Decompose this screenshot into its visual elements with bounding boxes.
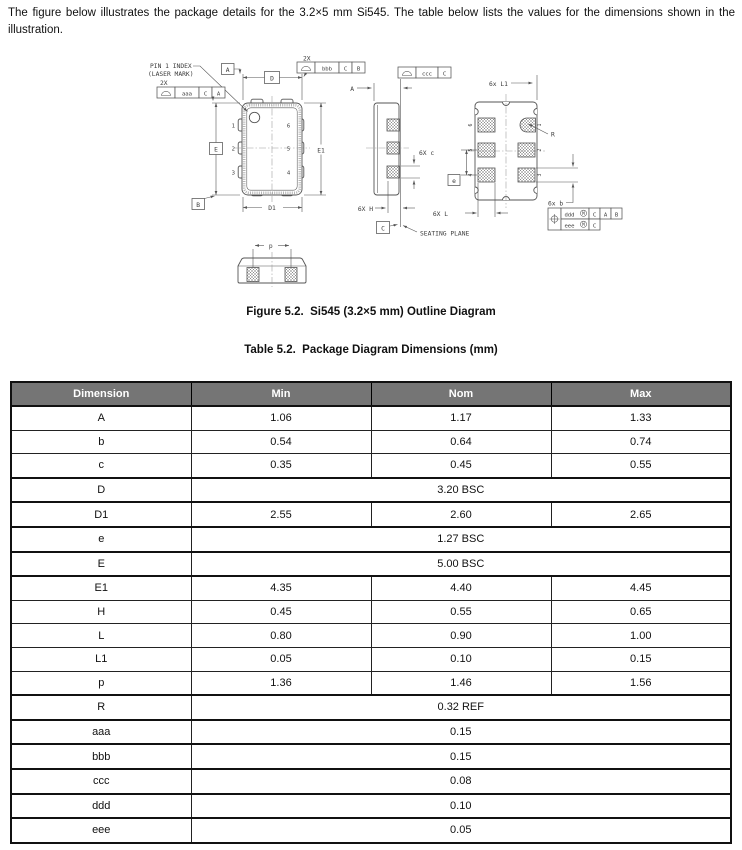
radius-label: R	[551, 131, 555, 139]
pin-number: 5	[286, 146, 291, 153]
pitch-e-label: e	[452, 177, 456, 185]
dimension-value-cell: 0.08	[191, 769, 731, 794]
table-header-row	[11, 382, 731, 406]
dim-e1-label: E1	[317, 147, 325, 155]
lead-b-label: 6x b	[548, 200, 564, 208]
lead-l1-label: 6x L1	[489, 81, 508, 88]
dimension-name-cell: p	[11, 671, 191, 695]
lead-pad	[387, 119, 400, 131]
pin-number: 1	[231, 123, 235, 130]
fcf-datum-ref: C	[203, 91, 208, 98]
mmc-modifier-label: M	[582, 212, 585, 218]
table-row	[11, 671, 731, 695]
pin-number: 5	[469, 148, 474, 152]
qty-label: 2X	[303, 55, 311, 63]
datum-b-label: B	[196, 201, 201, 209]
dimension-value-cell: 0.55	[371, 600, 551, 624]
col-header-max: Max	[551, 382, 731, 406]
fcf-eee-label: eee	[564, 223, 575, 230]
fcf-ccc-label: ccc	[421, 71, 433, 78]
mmc-modifier-label: M	[582, 223, 585, 229]
dimension-name-cell: ccc	[11, 769, 191, 794]
lead-pad	[387, 166, 400, 178]
lead-pad	[518, 168, 535, 182]
dimension-value-cell: 0.10	[371, 647, 551, 671]
datum-a-label: A	[225, 66, 230, 74]
datum-c-label: C	[381, 225, 385, 233]
dimension-value-cell: 0.45	[191, 600, 371, 624]
dimension-value-cell: 0.05	[191, 647, 371, 671]
pin1-index-label: (LASER MARK)	[148, 71, 194, 78]
fcf-bbb-label: bbb	[321, 66, 333, 73]
bottom-view	[433, 75, 622, 230]
dimension-name-cell: H	[11, 600, 191, 624]
table-row	[11, 794, 731, 819]
dim-d1-label: D1	[268, 205, 276, 213]
dimension-value-cell: 0.55	[551, 454, 731, 478]
top-view	[148, 56, 365, 213]
table-row	[11, 647, 731, 671]
table-row	[11, 406, 731, 430]
table-row	[11, 600, 731, 624]
dimension-value-cell: 1.46	[371, 671, 551, 695]
fcf-datum-ref: B	[614, 212, 619, 219]
lead-pad	[478, 118, 495, 132]
lead-pad	[247, 268, 259, 282]
dimension-value-cell: 0.80	[191, 624, 371, 648]
intro-paragraph: The figure below illustrates the package details for the 3.2×5 mm Si545. The table below lists the values for the dimensions shown in the illustration.	[8, 7, 735, 36]
dimension-value-cell: 3.20 BSC	[191, 478, 731, 503]
dimension-name-cell: bbb	[11, 744, 191, 769]
fcf-cell	[398, 67, 416, 78]
dimension-value-cell: 1.56	[551, 671, 731, 695]
fcf-datum-ref: A	[216, 91, 221, 98]
dimension-name-cell: eee	[11, 818, 191, 843]
pad-thickness-label: 6X c	[419, 150, 435, 157]
fcf-datum-ref: C	[442, 71, 447, 78]
dimension-value-cell: 2.65	[551, 502, 731, 527]
table-row	[11, 744, 731, 769]
dimension-name-cell: E	[11, 552, 191, 577]
dimension-value-cell: 0.32 REF	[191, 695, 731, 720]
dimension-value-cell: 4.45	[551, 576, 731, 600]
dimension-value-cell: 1.00	[551, 624, 731, 648]
dimension-value-cell: 1.06	[191, 406, 371, 430]
pin-number: 2	[538, 148, 543, 152]
qty-label: 2X	[160, 80, 168, 87]
dimension-value-cell: 1.17	[371, 406, 551, 430]
fcf-datum-ref: C	[592, 212, 597, 219]
table-row	[11, 552, 731, 577]
figure-caption: Figure 5.2. Si545 (3.2×5 mm) Outline Diagram	[246, 306, 496, 318]
table-row	[11, 576, 731, 600]
dimension-value-cell: 0.35	[191, 454, 371, 478]
col-header-dimension: Dimension	[11, 382, 191, 406]
table-row	[11, 454, 731, 478]
fcf-aaa-label: aaa	[181, 91, 193, 98]
dimension-name-cell: ddd	[11, 794, 191, 819]
dimensions-table	[10, 381, 732, 844]
dimension-value-cell: 0.15	[191, 720, 731, 745]
pin-number: 4	[469, 173, 474, 177]
dimension-name-cell: A	[11, 406, 191, 430]
dim-a-label: A	[350, 85, 354, 93]
lead-pad	[478, 168, 495, 182]
dimension-value-cell: 0.90	[371, 624, 551, 648]
dimension-name-cell: D1	[11, 502, 191, 527]
pin-number: 1	[538, 123, 543, 127]
edge-notch	[534, 109, 537, 115]
table-title: Table 5.2. Package Diagram Dimensions (mm)	[244, 344, 498, 356]
dimension-name-cell: L	[11, 624, 191, 648]
table-row	[11, 502, 731, 527]
dim-e-label: E	[214, 146, 218, 154]
edge-notch	[475, 109, 478, 115]
dimension-value-cell: 0.65	[551, 600, 731, 624]
fcf-datum-ref: A	[603, 212, 608, 219]
lead-pad	[478, 143, 495, 157]
pin1-index-label: PIN 1 INDEX	[150, 63, 192, 70]
pin-number: 6	[286, 123, 291, 130]
pin1-lead-pad	[520, 118, 536, 132]
dimension-name-cell: L1	[11, 647, 191, 671]
pad-height-label: 6X H	[357, 205, 373, 213]
dimension-value-cell: 5.00 BSC	[191, 552, 731, 577]
pin-number: 2	[231, 146, 235, 153]
col-header-nom: Nom	[371, 382, 551, 406]
fcf-cell	[297, 62, 315, 73]
table-row	[11, 818, 731, 843]
dimension-value-cell: 0.15	[191, 744, 731, 769]
dimension-value-cell: 0.64	[371, 430, 551, 454]
lead-l-label: 6X L	[432, 211, 448, 218]
edge-notch	[534, 187, 537, 193]
table-row	[11, 527, 731, 552]
fcf-ddd-label: ddd	[564, 212, 575, 219]
table-row	[11, 624, 731, 648]
table-row	[11, 430, 731, 454]
dimension-value-cell: 0.10	[191, 794, 731, 819]
outline-diagram	[0, 55, 742, 305]
dimension-name-cell: D	[11, 478, 191, 503]
lead-pad	[518, 143, 535, 157]
pin-number: 3	[538, 173, 543, 177]
dimension-name-cell: c	[11, 454, 191, 478]
dimension-name-cell: b	[11, 430, 191, 454]
dimension-value-cell: 0.15	[551, 647, 731, 671]
fcf-cell	[157, 87, 175, 98]
table-row	[11, 720, 731, 745]
dimension-value-cell: 0.74	[551, 430, 731, 454]
dimension-value-cell: 1.27 BSC	[191, 527, 731, 552]
end-view	[238, 243, 306, 287]
dimension-name-cell: R	[11, 695, 191, 720]
lead-pad	[285, 268, 297, 282]
table-row	[11, 695, 731, 720]
fcf-datum-ref: C	[592, 223, 597, 230]
fcf-datum-ref: B	[356, 66, 361, 73]
dimension-value-cell: 2.55	[191, 502, 371, 527]
dimensions-table-body	[11, 406, 731, 843]
dimension-value-cell: 0.05	[191, 818, 731, 843]
seating-plane-label: SEATING PLANE	[420, 230, 470, 238]
dimension-name-cell: aaa	[11, 720, 191, 745]
dimension-value-cell: 1.36	[191, 671, 371, 695]
pin-number: 4	[286, 170, 291, 177]
dimension-name-cell: E1	[11, 576, 191, 600]
col-header-min: Min	[191, 382, 371, 406]
dimension-value-cell: 4.40	[371, 576, 551, 600]
pin-number: 3	[231, 170, 235, 177]
pin1-index-mark	[249, 112, 259, 122]
fcf-datum-ref: C	[343, 66, 348, 73]
table-row	[11, 769, 731, 794]
dimension-value-cell: 2.60	[371, 502, 551, 527]
dimension-value-cell: 0.54	[191, 430, 371, 454]
dimension-value-cell: 0.45	[371, 454, 551, 478]
dim-d-label: D	[270, 75, 274, 83]
table-row	[11, 478, 731, 503]
dim-p-label: p	[268, 243, 273, 251]
dimension-name-cell: e	[11, 527, 191, 552]
pin-number: 6	[469, 123, 474, 127]
side-view	[350, 67, 469, 238]
dimension-value-cell: 4.35	[191, 576, 371, 600]
dimension-value-cell: 1.33	[551, 406, 731, 430]
